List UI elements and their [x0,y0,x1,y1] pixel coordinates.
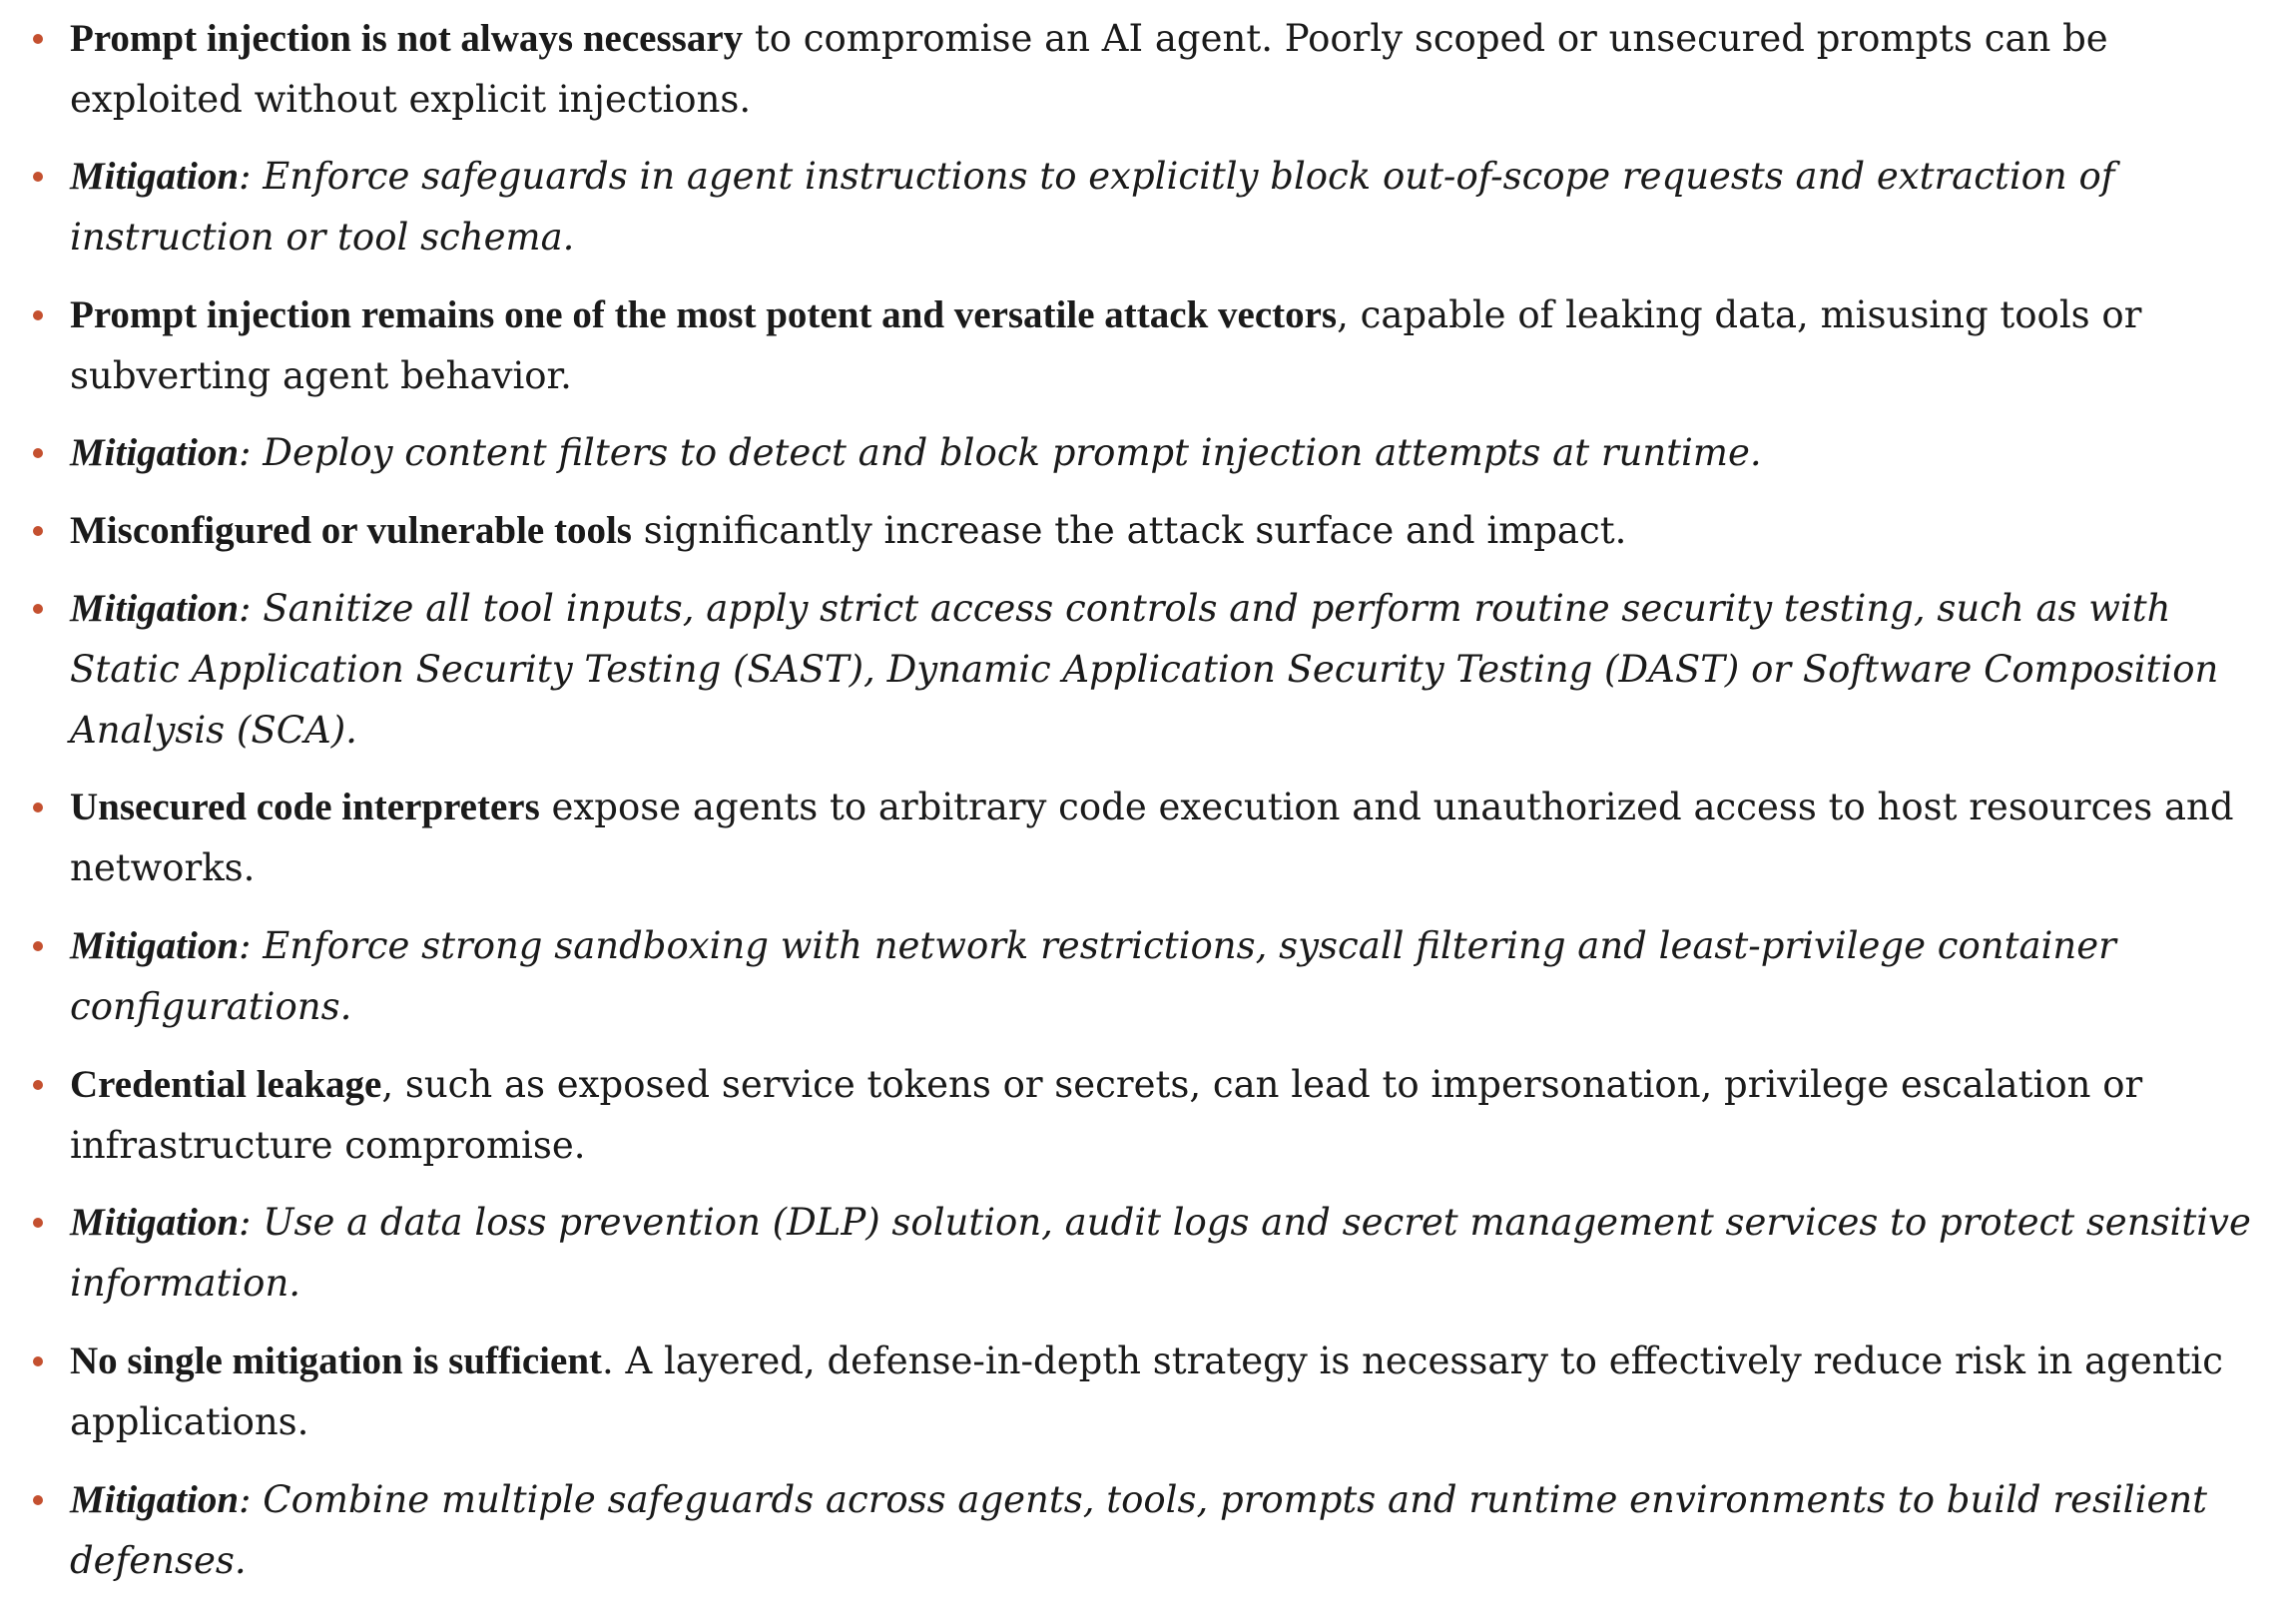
bullet-icon [33,803,43,812]
item-text: to compromise an AI agent. Poorly scoped or unsecured prompts can be exploited without explicit injections. [70,17,2108,121]
item-text: : Use a data loss prevention (DLP) solution, audit logs and secret management services to protect sensitive information. [70,1201,2251,1305]
list-item-mitigation [0,1192,2296,1314]
bullet-icon [33,1495,43,1505]
list-item-mitigation [0,1469,2296,1591]
item-lead: Credential leakage [70,1063,382,1106]
item-text: : Enforce strong sandboxing with network restrictions, syscall filtering and least-privilege container configurations. [70,924,2116,1028]
list-item-mitigation [0,422,2296,483]
bullet-icon [33,941,43,951]
list-item-mitigation [0,146,2296,268]
item-lead: Prompt injection remains one of the most potent and versatile attack vectors [70,293,1338,336]
findings-list [0,8,2296,1608]
item-lead: Mitigation [70,1201,240,1244]
item-text: . A layered, defense-in-depth strategy is necessary to effectively reduce risk in agentic applications. [70,1340,2223,1443]
item-lead: Mitigation [70,587,240,630]
item-text: significantly increase the attack surface and impact. [631,509,1627,552]
list-item-mitigation [0,915,2296,1037]
bullet-icon [33,310,43,320]
item-text: expose agents to arbitrary code execution and unauthorized access to host resources and networks. [70,786,2234,889]
list-item-finding [0,284,2296,406]
item-lead: Mitigation [70,1478,240,1521]
item-text: , such as exposed service tokens or secrets, can lead to impersonation, privilege escalation or infrastructure compromise. [70,1063,2143,1167]
item-lead: Mitigation [70,924,240,967]
bullet-icon [33,1356,43,1366]
list-item-finding [0,8,2296,130]
bullet-icon [33,1080,43,1090]
item-text: , capable of leaking data, misusing tools or subverting agent behavior. [70,293,2142,397]
item-lead: No single mitigation is sufficient [70,1340,602,1382]
item-text: : Combine multiple safeguards across agents, tools, prompts and runtime environments to build resilient defenses. [70,1478,2208,1582]
list-item-mitigation [0,578,2296,761]
bullet-icon [33,172,43,182]
item-text: : Sanitize all tool inputs, apply strict access controls and perform routine security testing, such as with Static Application Security Testing (SAST), Dynamic Application Security Testing (DAST) or Software Composition Analysis (SCA). [70,587,2219,752]
bullet-icon [33,448,43,458]
item-lead: Mitigation [70,155,240,198]
list-item-finding [0,500,2296,561]
item-lead: Mitigation [70,431,240,474]
item-lead: Unsecured code interpreters [70,786,540,828]
list-item-finding [0,777,2296,898]
bullet-icon [33,526,43,536]
item-lead: Misconfigured or vulnerable tools [70,509,632,552]
item-text: : Deploy content filters to detect and block prompt injection attempts at runtime. [239,431,1762,474]
list-item-finding [0,1331,2296,1452]
bullet-icon [33,34,43,44]
list-item-finding [0,1054,2296,1176]
item-text: : Enforce safeguards in agent instructions to explicitly block out-of-scope requests and extraction of instruction or tool schema. [70,155,2115,259]
item-lead: Prompt injection is not always necessary [70,17,744,60]
bullet-icon [33,604,43,614]
bullet-icon [33,1218,43,1228]
